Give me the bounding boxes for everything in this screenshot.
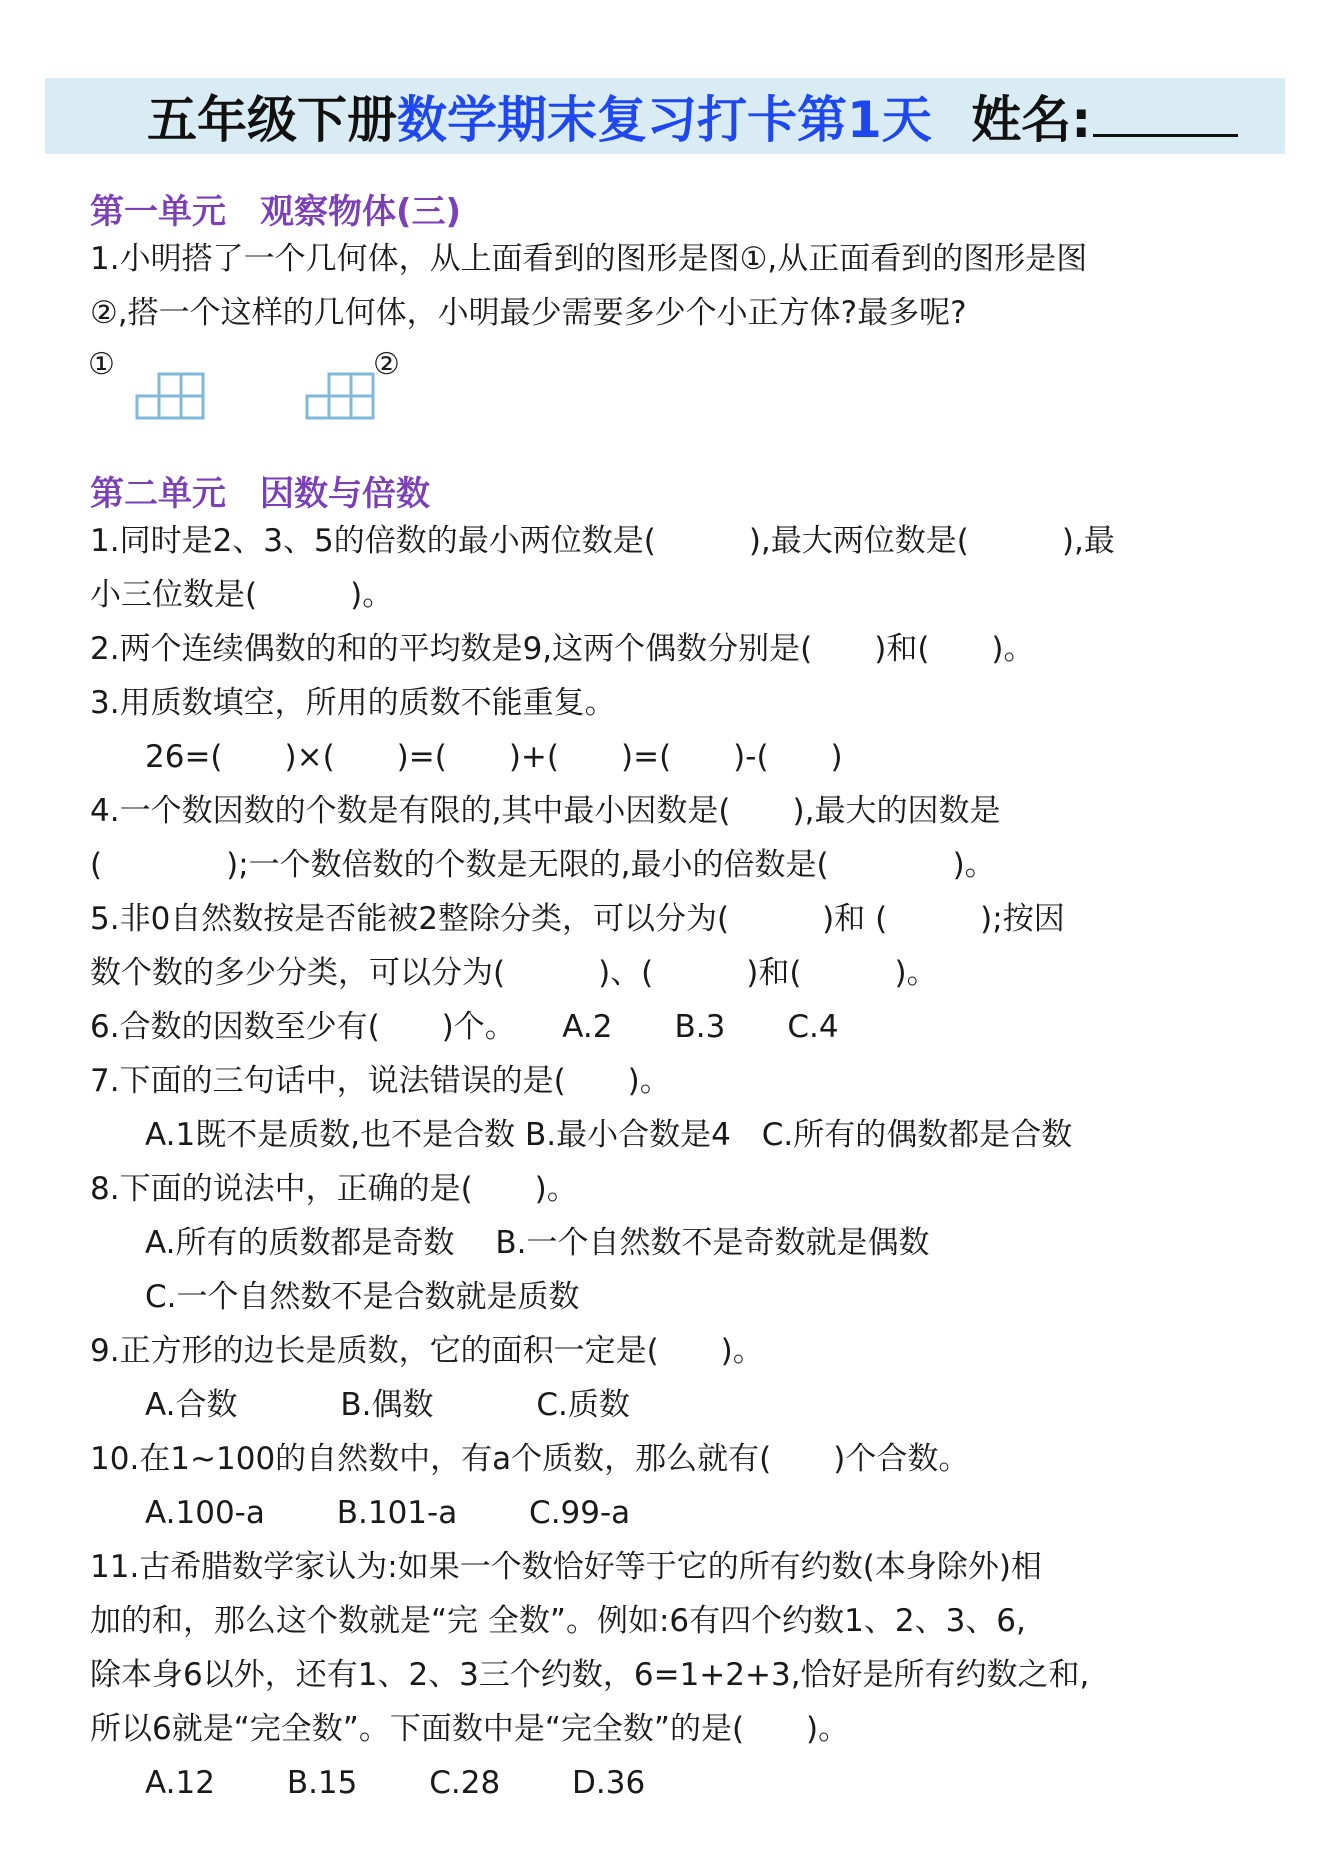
figure2-label: ② [373,347,400,382]
q9-line: 9.正方形的边长是质数，它的面积一定是( )。 [90,1333,764,1369]
q7-line: 7.下面的三句话中，说法错误的是( )。 [90,1063,671,1099]
q1-line1: 1.同时是2、3、5的倍数的最小两位数是( ),最大两位数是( ),最 [90,523,1115,559]
q1-line2: 小三位数是( )。 [90,577,394,613]
name-blank-line[interactable] [1093,90,1238,137]
figure1-label: ① [88,347,115,382]
q11-line1: 11.古希腊数学家认为:如果一个数恰好等于它的所有约数(本身除外)相 [90,1549,1042,1585]
unit2-heading: 第二单元 因数与倍数 [90,474,430,514]
q3-line: 3.用质数填空，所用的质数不能重复。 [90,685,616,721]
q8-line: 8.下面的说法中，正确的是( )。 [90,1171,578,1207]
q6-line: 6.合数的因数至少有( )个。 A.2 B.3 C.4 [90,1009,839,1045]
page-title [147,90,1238,150]
title-grade: 五年级下册 [147,91,397,149]
q7-options: A.1既不是质数,也不是合数 B.最小合数是4 C.所有的偶数都是合数 [145,1117,1073,1153]
q3-equation: 26=( )×( )=( )+( )=( )-( ) [145,739,843,775]
q11-line3: 除本身6以外，还有1、2、3三个约数，6=1+2+3,恰好是所有约数之和, [90,1657,1090,1693]
q4-line1: 4.一个数因数的个数是有限的,其中最小因数是( ),最大的因数是 [90,793,1001,829]
q2-line: 2.两个连续偶数的和的平均数是9,这两个偶数分别是( )和( )。 [90,631,1035,667]
title-subject: 数学期末复习打卡第1天 [397,91,932,149]
q10-line: 10.在1~100的自然数中，有a个质数，那么就有( )个合数。 [90,1441,970,1477]
q10-options: A.100-a B.101-a C.99-a [145,1495,631,1531]
q9-options: A.合数 B.偶数 C.质数 [145,1387,630,1423]
unit1-q1-line2: ②,搭一个这样的几何体，小明最少需要多少个小正方体?最多呢? [90,295,967,331]
unit1-heading: 第一单元 观察物体(三) [90,192,462,232]
figure2-front-view [305,372,377,420]
name-label: 姓名: [971,91,1092,149]
q8-options-ab: A.所有的质数都是奇数 B.一个自然数不是奇数就是偶数 [145,1225,930,1261]
q8-option-c: C.一个自然数不是合数就是质数 [145,1279,580,1315]
q11-options: A.12 B.15 C.28 D.36 [145,1765,646,1801]
q4-line2: ( );一个数倍数的个数是无限的,最小的倍数是( )。 [90,847,996,883]
q5-line1: 5.非0自然数按是否能被2整除分类，可以分为( )和 ( );按因 [90,901,1065,937]
figure1-top-view [135,372,207,420]
unit1-q1-line1: 1.小明搭了一个几何体，从上面看到的图形是图①,从正面看到的图形是图 [90,241,1088,277]
q11-line2: 加的和，那么这个数就是“完 全数”。例如:6有四个约数1、2、3、6, [90,1603,1026,1639]
q11-line4: 所以6就是“完全数”。下面数中是“完全数”的是( )。 [90,1711,850,1747]
q5-line2: 数个数的多少分类，可以分为( )、( )和( )。 [90,955,938,991]
